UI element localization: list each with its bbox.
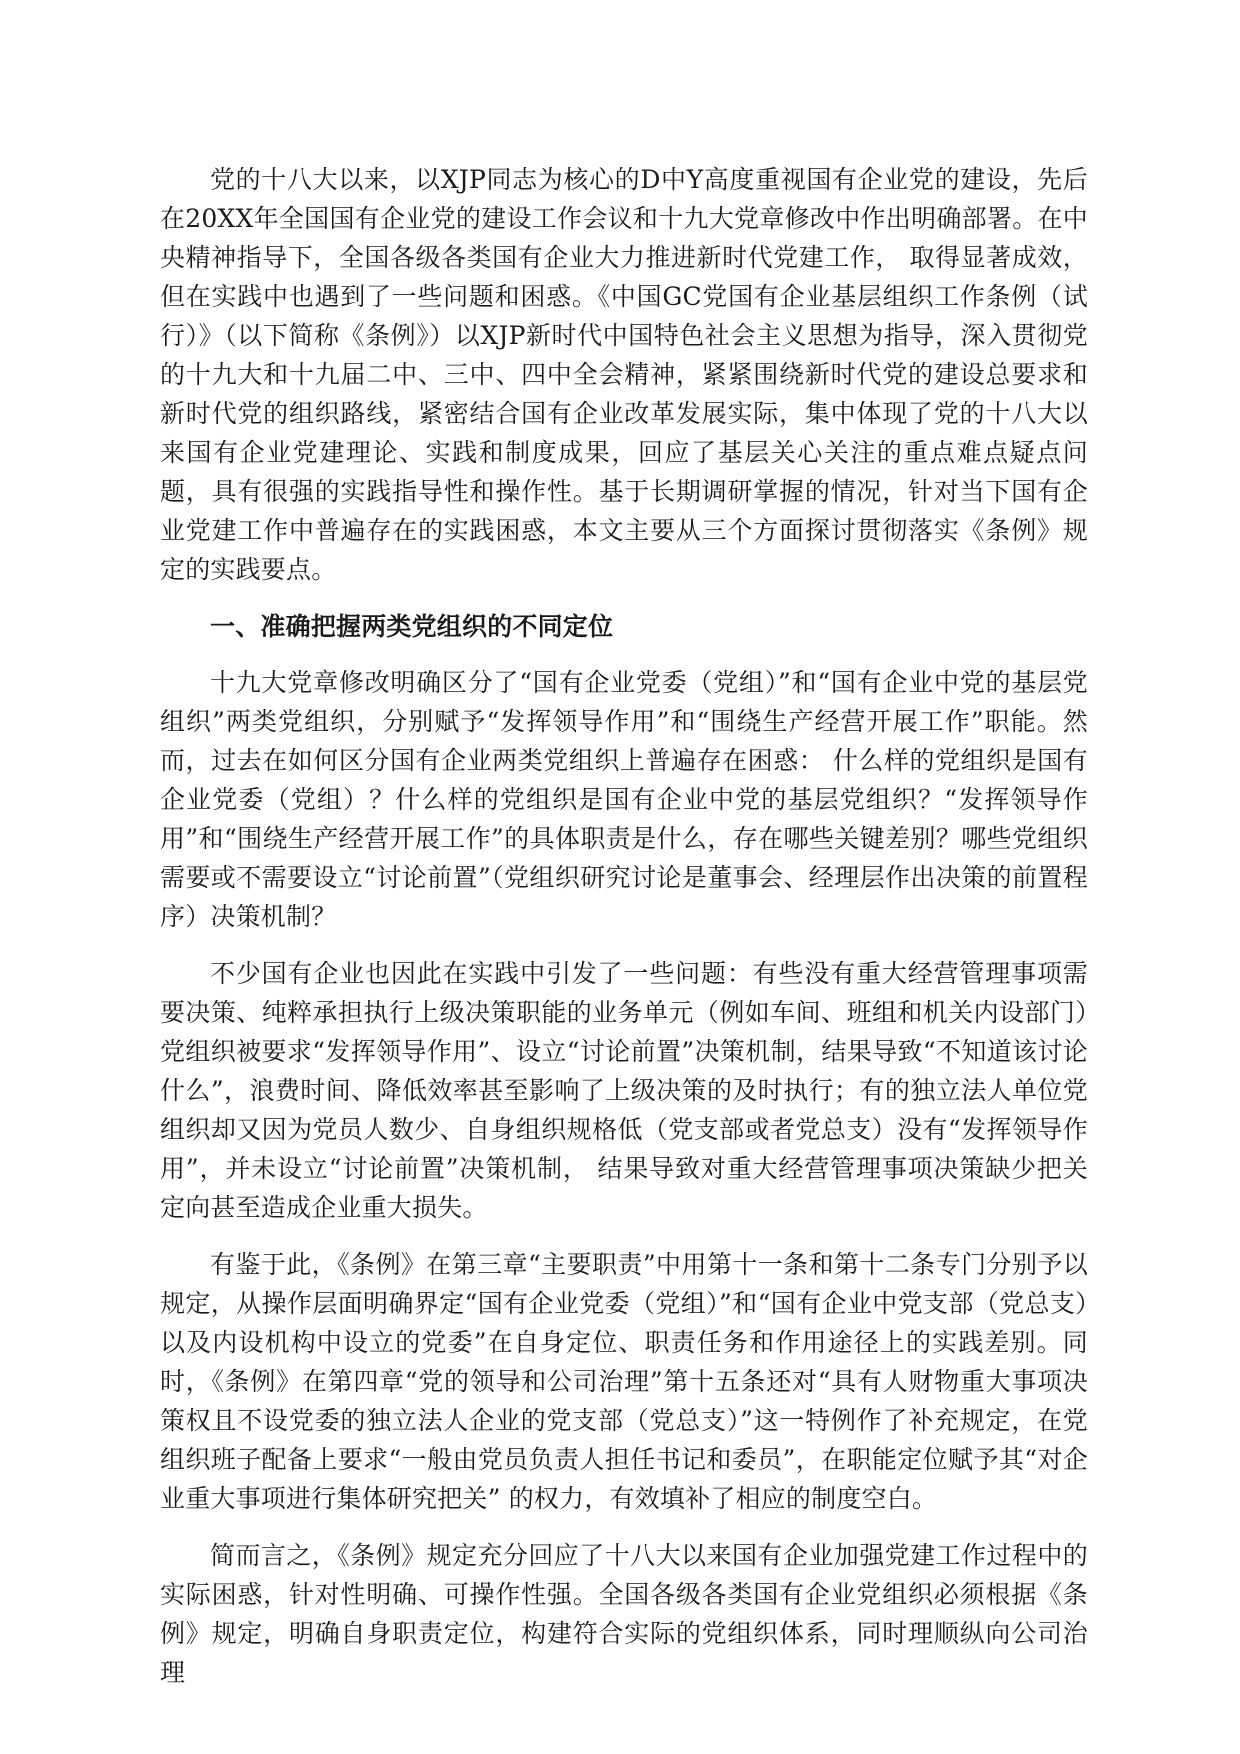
body-paragraph-4: 简而言之，《条例》规定充分回应了十八大以来国有企业加强党建工作过程中的实际困惑，针对性明确、可操作性强。全国各级各类国有企业党组织必须根据《条例》规定，明确自身职责定位，构建符合实际的党组织体系，同时理顺纵向公司治理	[160, 1541, 1088, 1687]
document-page	[160, 160, 1088, 1710]
section-heading: 一、准确把握两类党组织的不同定位	[210, 612, 614, 641]
body-paragraph-2: 不少国有企业也因此在实践中引发了一些问题：有些没有重大经营管理事项需要决策、纯粹承担执行上级决策职能的业务单元（例如车间、班组和机关内设部门）党组织被要求“发挥领导作用”、设立“讨论前置”决策机制，结果导致“不知道该讨论什么”，浪费时间、降低效率甚至影响了上级决策的及时执行；有的独立法人单位党组织却又因为党员人数少、自身组织规格低（党支部或者党总支）没有“发挥领导作用”，并未设立“讨论前置”决策机制， 结果导致对重大经营管理事项决策缺少把关定向甚至造成企业重大损失。	[160, 959, 1088, 1222]
body-paragraph-1: 十九大党章修改明确区分了“国有企业党委（党组）”和“国有企业中党的基层党组织”两类党组织，分别赋予“发挥领导作用”和“围绕生产经营开展工作”职能。然而，过去在如何区分国有企业两类党组织上普遍存在困惑： 什么样的党组织是国有企业党委（党组）？什么样的党组织是国有企业中党的基层党组织？“发挥领导作用”和“围绕生产经营开展工作”的具体职责是什么，存在哪些关键差别？哪些党组织需要或不需要设立“讨论前置”（党组织研究讨论是董事会、经理层作出决策的前置程序）决策机制？	[160, 668, 1088, 931]
intro-paragraph: 党的十八大以来，以XJP同志为核心的D中Y高度重视国有企业党的建设，先后在20XX年全国国有企业党的建设工作会议和十九大党章修改中作出明确部署。在中央精神指导下，全国各级各类国有企业大力推进新时代党建工作， 取得显著成效，但在实践中也遇到了一些问题和困惑。《中国GC党国有企业基层组织工作条例（试行）》（以下简称《条例》）以XJP新时代中国特色社会主义思想为指导，深入贯彻党的十九大和十九届二中、三中、四中全会精神，紧紧围绕新时代党的建设总要求和新时代党的组织路线，紧密结合国有企业改革发展实际，集中体现了党的十八大以来国有企业党建理论、实践和制度成果，回应了基层关心关注的重点难点疑点问题，具有很强的实践指导性和操作性。基于长期调研掌握的情况，针对当下国有企业党建工作中普遍存在的实践困惑，本文主要从三个方面探讨贯彻落实《条例》规定的实践要点。	[160, 165, 1088, 584]
body-paragraph-3: 有鉴于此，《条例》在第三章“主要职责”中用第十一条和第十二条专门分别予以规定，从操作层面明确界定“国有企业党委（党组）”和“国有企业中党支部（党总支）以及内设机构中设立的党委”在自身定位、职责任务和作用途径上的实践差别。同时，《条例》在第四章“党的领导和公司治理”第十五条还对“具有人财物重大事项决策权且不设党委的独立法人企业的党支部（党总支）”这一特例作了补充规定，在党组织班子配备上要求“一般由党员负责人担任书记和委员”，在职能定位赋予其“对企业重大事项进行集体研究把关” 的权力，有效填补了相应的制度空白。	[160, 1250, 1088, 1513]
